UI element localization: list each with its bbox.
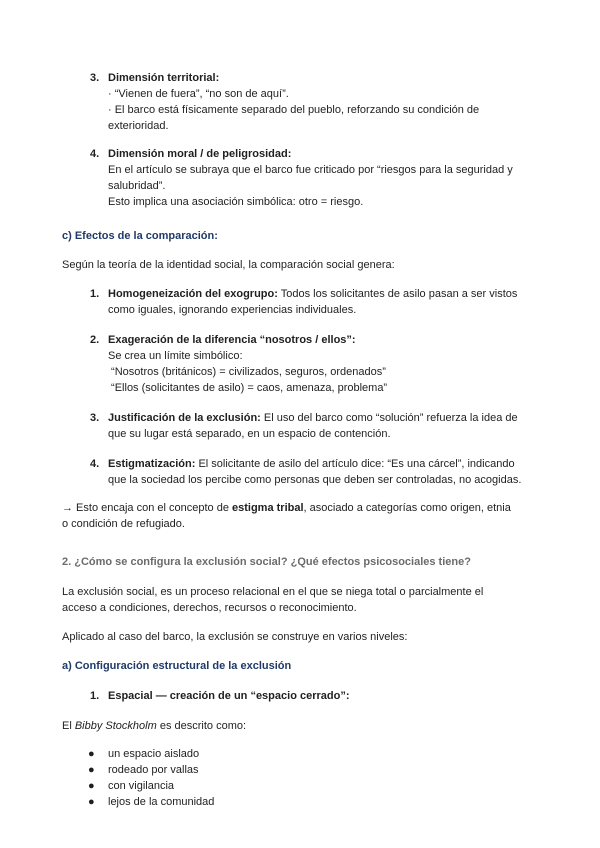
item-text: El uso del barco como “solución” refuerza la idea de (260, 412, 518, 424)
list-item (72, 456, 532, 488)
arrow-text: → Esto encaja con el concepto de (62, 502, 232, 514)
arrow-text-end: , asociado a categorías como origen, etnia (303, 502, 511, 514)
arrow-paragraph-line2: o condición de refugiado. (62, 518, 185, 530)
list-number: 1. (90, 288, 100, 300)
bullet-dot-icon: ● (88, 764, 95, 776)
item-title: Homogeneización del exogrupo: (108, 288, 278, 300)
desc-text-end: es descrito como: (156, 720, 247, 732)
item-line: “Nosotros (británicos) = civilizados, seguros, ordenados” (108, 366, 386, 378)
bullet-item (88, 762, 532, 778)
bullet-text: rodeado por vallas (108, 764, 199, 776)
item-title: Dimensión territorial: (108, 72, 220, 84)
item-line: “Ellos (solicitantes de asilo) = caos, amenaza, problema” (108, 382, 388, 394)
item-line: · “Vienen de fuera”, “no son de aquí”. (108, 88, 289, 100)
desc-text: El (62, 720, 75, 732)
sub-heading: a) Configuración estructural de la exclusión (62, 660, 292, 672)
item-text: El solicitante de asilo del artículo dice: “Es una cárcel”, indicando (195, 458, 515, 470)
list-number: 2. (90, 334, 100, 346)
item-title: Justificación de la exclusión: (108, 412, 261, 424)
list-item (72, 286, 532, 318)
arrow-bold-term: estigma tribal (232, 502, 304, 514)
document-page (62, 70, 532, 810)
item-line: como iguales, ignorando experiencias individuales. (108, 304, 357, 316)
bullet-dot-icon: ● (88, 780, 95, 792)
bullet-text: un espacio aislado (108, 748, 200, 760)
item-line: que la sociedad los percibe como personas que deben ser controladas, no acogidas. (108, 474, 522, 486)
item-line: · El barco está físicamente separado del pueblo, reforzando su condición de (108, 104, 480, 116)
bullet-item (88, 746, 532, 762)
item-title: Espacial — creación de un “espacio cerrado”: (108, 690, 350, 702)
item-title: Dimensión moral / de peligrosidad: (108, 148, 292, 160)
item-title: Exageración de la diferencia “nosotros / ellos”: (108, 334, 356, 346)
section-heading: c) Efectos de la comparación: (62, 230, 218, 242)
description-paragraph (62, 718, 532, 734)
item-line: que su lugar está separado, en un espacio de contención. (108, 428, 391, 440)
list-item (72, 70, 532, 134)
paragraph: Según la teoría de la identidad social, la comparación social genera: (62, 259, 395, 271)
list-number: 3. (90, 412, 100, 424)
item-line: Esto implica una asociación simbólica: otro = riesgo. (108, 196, 364, 208)
list-number: 4. (90, 458, 100, 470)
item-text: Todos los solicitantes de asilo pasan a ser vistos (277, 288, 518, 300)
item-line: En el artículo se subraya que el barco fue criticado por “riesgos para la seguridad y (108, 164, 513, 176)
paragraph: Aplicado al caso del barco, la exclusión se construye en varios niveles: (62, 631, 408, 643)
paragraph-line2: acceso a condiciones, derechos, recursos o reconocimiento. (62, 602, 357, 614)
list-item (72, 410, 532, 442)
bullet-item (88, 778, 532, 794)
bullet-text: con vigilancia (108, 780, 175, 792)
arrow-paragraph (62, 500, 532, 516)
list-number: 3. (90, 72, 100, 84)
item-line: Se crea un límite simbólico: (108, 350, 243, 362)
bullet-item (88, 794, 532, 810)
list-number: 4. (90, 148, 100, 160)
ship-name: Bibby Stockholm (74, 720, 157, 732)
question-heading: 2. ¿Cómo se configura la exclusión social? ¿Qué efectos psicosociales tiene? (62, 556, 471, 568)
item-line: exterioridad. (108, 120, 169, 132)
list-item (72, 688, 532, 704)
item-line: salubridad”. (108, 180, 166, 192)
list-item (72, 146, 532, 210)
bullet-dot-icon: ● (88, 796, 95, 808)
item-title: Estigmatización: (108, 458, 196, 470)
bullet-text: lejos de la comunidad (108, 796, 215, 808)
list-number: 1. (90, 690, 100, 702)
bullet-list (72, 746, 532, 810)
paragraph: La exclusión social, es un proceso relacional en el que se niega total o parcialmente el (62, 586, 484, 598)
bullet-dot-icon: ● (88, 748, 95, 760)
list-item (72, 332, 532, 396)
